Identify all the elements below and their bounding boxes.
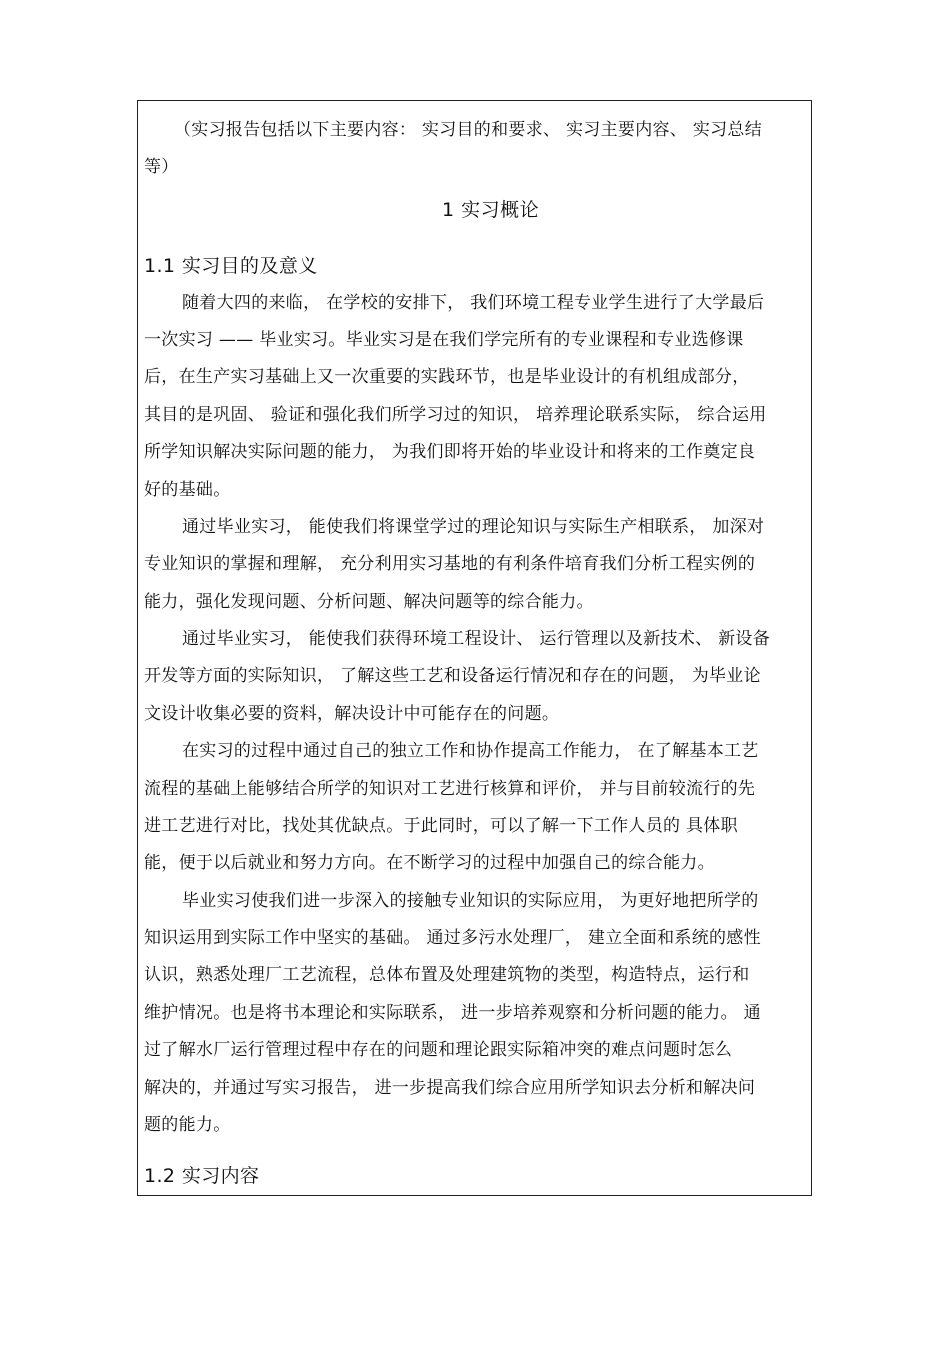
body-line: 随着大四的来临， 在学校的安排下， 我们环境工程专业学生进行了大学最后 bbox=[182, 293, 765, 313]
body-line: 认识，熟悉处理厂工艺流程，总体布置及处理建筑物的类型，构造特点，运行和 bbox=[144, 965, 750, 985]
body-line: 通过毕业实习， 能使我们将课堂学过的理论知识与实际生产相联系， 加深对 bbox=[182, 517, 765, 537]
section-heading: 1.2 实习内容 bbox=[144, 1165, 260, 1187]
body-line: 解决的，并通过写实习报告， 进一步提高我们综合应用所学知识去分析和解决问 bbox=[144, 1078, 756, 1098]
body-line: 维护情况。也是将书本理论和实际联系， 进一步培养观察和分析问题的能力。 通 bbox=[144, 1003, 761, 1023]
chapter-title: 1 实习概论 bbox=[442, 199, 540, 221]
body-line: 能，便于以后就业和努力方向。在不断学习的过程中加强自己的综合能力。 bbox=[144, 853, 715, 873]
body-line: 毕业实习使我们进一步深入的接触专业知识的实际应用， 为更好地把所学的 bbox=[182, 891, 759, 911]
section-heading: 1.1 实习目的及意义 bbox=[144, 255, 318, 277]
body-line: 其目的是巩固、 验证和强化我们所学习过的知识， 培养理论联系实际， 综合运用 bbox=[144, 405, 767, 425]
intro-line: 等） bbox=[144, 157, 179, 177]
body-line: 知识运用到实际工作中坚实的基础。 通过多污水处理厂， 建立全面和系统的感性 bbox=[144, 928, 761, 948]
body-line: 一次实习 —— 毕业实习。毕业实习是在我们学完所有的专业课程和专业选修课 bbox=[144, 330, 744, 350]
body-line: 过了解水厂运行管理过程中存在的问题和理论跟实际箱冲突的难点问题时怎么 bbox=[144, 1040, 733, 1060]
body-line: 专业知识的掌握和理解， 充分利用实习基地的有利条件培育我们分析工程实例的 bbox=[144, 554, 756, 574]
body-line: 后，在生产实习基础上又一次重要的实践环节，也是毕业设计的有机组成部分， bbox=[144, 367, 750, 387]
body-line: 进工艺进行对比，找处其优缺点。于此同时，可以了解一下工作人员的 具体职 bbox=[144, 816, 738, 836]
body-line: 能力，强化发现问题、分析问题、解决问题等的综合能力。 bbox=[144, 592, 594, 612]
body-line: 通过毕业实习， 能使我们获得环境工程设计、 运行管理以及新技术、 新设备 bbox=[182, 629, 771, 649]
body-line: 文设计收集必要的资料，解决设计中可能存在的问题。 bbox=[144, 704, 560, 724]
body-line: 在实习的过程中通过自己的独立工作和协作提高工作能力， 在了解基本工艺 bbox=[182, 741, 759, 761]
body-line: 好的基础。 bbox=[144, 480, 231, 500]
body-line: 所学知识解决实际问题的能力， 为我们即将开始的毕业设计和将来的工作奠定良 bbox=[144, 442, 756, 462]
body-line: 题的能力。 bbox=[144, 1115, 231, 1135]
body-line: 开发等方面的实际知识， 了解这些工艺和设备运行情况和存在的问题， 为毕业论 bbox=[144, 666, 761, 686]
body-line: 流程的基础上能够结合所学的知识对工艺进行核算和评价， 并与目前较流行的先 bbox=[144, 779, 756, 799]
intro-line: （实习报告包括以下主要内容： 实习目的和要求、 实习主要内容、 实习总结 bbox=[174, 120, 763, 140]
